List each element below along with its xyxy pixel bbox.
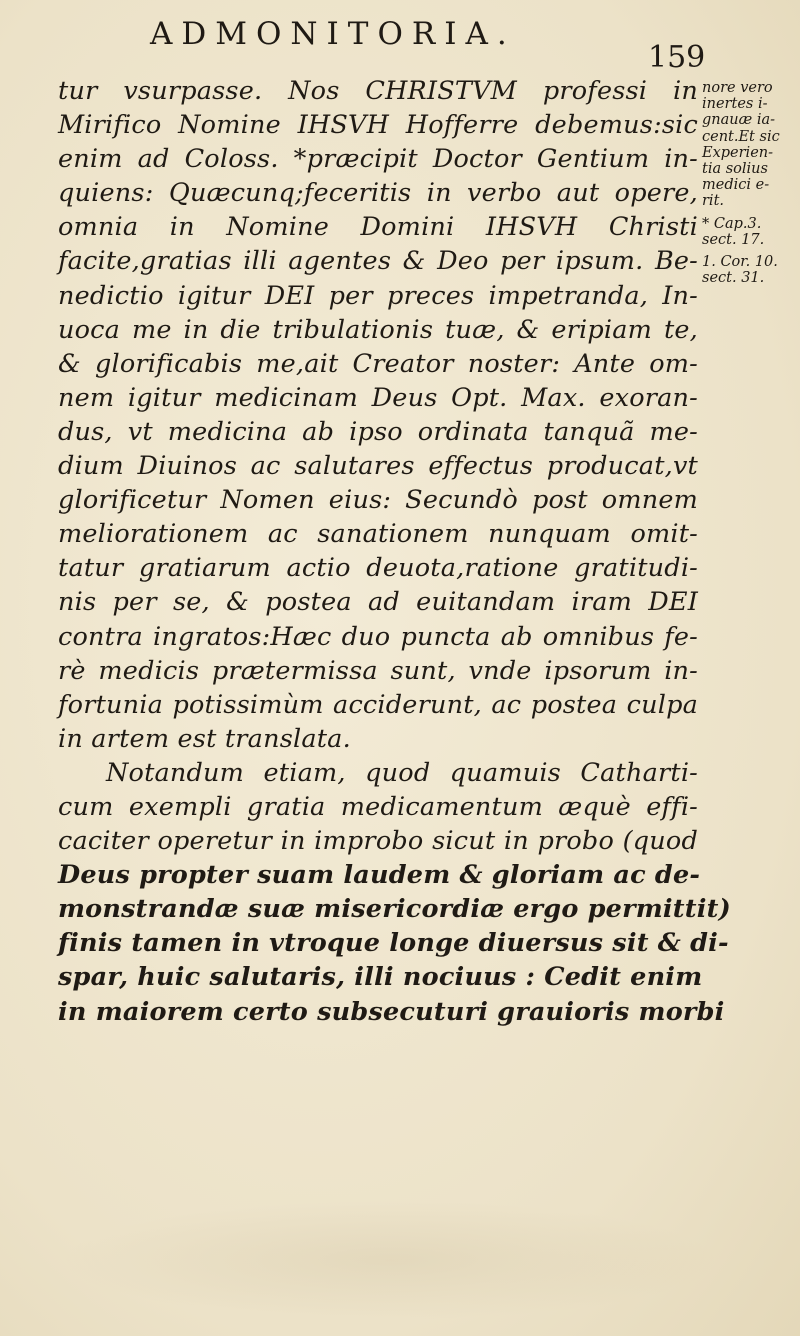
margin-note-line: gnauæ ia-	[702, 112, 776, 129]
text-line: omnia in Nomine Domini IHSVH Christi	[58, 212, 698, 243]
text-line: monstrandæ suæ misericordiæ ergo permittit)	[58, 894, 731, 925]
text-line: caciter operetur in improbo sicut in probo (quod	[58, 826, 698, 857]
text-line: glorificetur Nomen eius: Secundò post omnem	[58, 485, 698, 516]
text-line: facite,gratias illi agentes & Deo per ipsum. Be-	[58, 246, 698, 277]
margin-notes	[702, 80, 798, 286]
text-line: finis tamen in vtroque longe diuersus sit & di-	[58, 928, 729, 959]
text-line: meliorationem ac sanationem nunquam omit-	[58, 519, 698, 550]
text-line: cum exempli gratia medicamentum æquè effi-	[58, 791, 698, 822]
page-number: 159	[648, 40, 706, 75]
margin-note-line: Experien-	[702, 144, 774, 161]
text-line: dus, vt medicina ab ipso ordinata tanquã me-	[58, 416, 698, 447]
body-text	[58, 74, 731, 1029]
text-line: nedictio igitur DEI per preces impetranda, In-	[58, 280, 698, 311]
text-line: rè medicis prætermissa sunt, vnde ipsorum in-	[58, 655, 698, 686]
running-head: ADMONITORIA.	[150, 16, 516, 52]
margin-note-line: rit.	[702, 193, 725, 210]
margin-note-line: sect. 31.	[702, 270, 765, 287]
text-line: tatur gratiarum actio deuota,ratione gratitudi-	[58, 553, 698, 584]
text-line: in artem est translata.	[58, 723, 351, 754]
text-line: quiens: Quæcunq;feceritis in verbo aut opere,	[58, 178, 698, 209]
text-line: dium Diuinos ac salutares effectus producat,vt	[58, 451, 698, 482]
text-line: enim ad Coloss. *præcipit Doctor Gentium in-	[58, 144, 698, 175]
margin-note-line: sect. 17.	[702, 231, 765, 248]
margin-note-line: medici e-	[702, 177, 770, 194]
margin-note-line: tia solius	[702, 161, 768, 178]
text-line: spar, huic salutaris, illi nociuus : Cedit enim	[58, 962, 703, 993]
margin-note-line: cent.Et sic	[702, 128, 780, 145]
text-line: Deus propter suam laudem & gloriam ac de-	[58, 860, 701, 891]
text-line: Mirifico Nomine IHSVH Hofferre debemus:sic	[58, 110, 698, 141]
text-line: tur vsurpasse. Nos CHRISTVM professi in	[58, 76, 698, 106]
text-line: uoca me in die tribulationis tuæ, & eripiam te,	[58, 314, 698, 345]
text-line: nem igitur medicinam Deus Opt. Max. exoran-	[58, 382, 698, 413]
text-line: nis per se, & postea ad euitandam iram DEI	[58, 587, 698, 618]
margin-note-line: * Cap.3.	[702, 215, 762, 232]
margin-note-line: inertes i-	[702, 96, 768, 113]
text-line: fortunia potissimùm acciderunt, ac postea culpa	[58, 689, 698, 720]
margin-note-line: 1. Cor. 10.	[702, 254, 778, 271]
text-line: & glorificabis me,ait Creator noster: Ante om-	[58, 348, 698, 379]
margin-note-line: nore vero	[702, 80, 773, 96]
text-line: in maiorem certo subsecuturi grauioris morbi	[58, 996, 725, 1027]
paper-stain	[60, 1200, 720, 1320]
text-line: contra ingratos:Hæc duo puncta ab omnibus fe-	[58, 621, 698, 652]
paragraph-start-line: Notandum etiam, quod quamuis Catharti-	[106, 757, 698, 788]
